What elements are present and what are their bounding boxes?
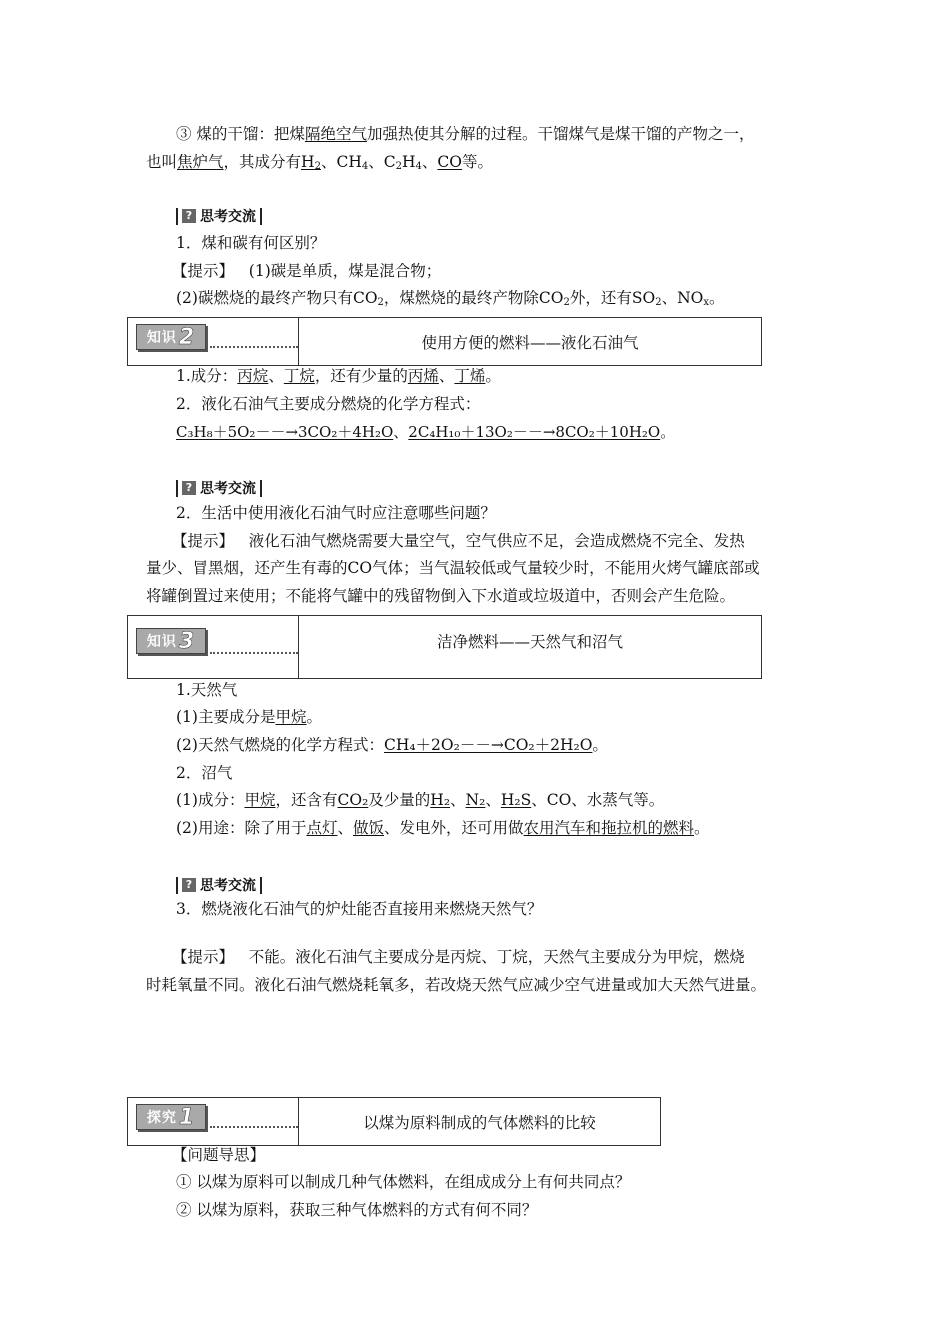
guide-label: 【问题导思】 (172, 1146, 266, 1164)
text: 加强热使其分解的过程。干馏煤气是煤干馏的产物之一， (366, 125, 755, 143)
underlined-answer: 做饭 (353, 819, 385, 837)
question-2: 2．生活中使用液化石油气时应注意哪些问题？ (176, 504, 496, 522)
text: ，还有少量的 (314, 367, 408, 385)
think-label: 思考交流 (200, 878, 256, 894)
hint-1 (172, 261, 441, 281)
underlined-answer: CO₂ (337, 791, 369, 809)
text: 等。 (461, 153, 493, 171)
text: 液化石油气燃烧需要大量空气，空气供应不足，会造成燃烧不完全、发热 (248, 532, 745, 550)
underlined-answer: H₂S (500, 791, 532, 809)
think-exchange-header-3 (176, 875, 262, 895)
divider (260, 208, 262, 225)
text: ，还含有 (275, 791, 338, 809)
subscript: 2 (563, 297, 570, 308)
dotted-line (210, 652, 298, 654)
text: 。 (592, 736, 608, 754)
underlined-answer: 丙烯 (407, 367, 439, 385)
knowledge-section-2 (127, 317, 762, 366)
hint-2-line-2: 量少、冒黑烟，还产生有毒的CO气体；当气温较低或气量较少时，不能用火烤气罐底部或 (146, 559, 760, 577)
hint-1-line-2 (176, 288, 725, 308)
text: (2)天然气燃烧的化学方程式： (176, 736, 384, 754)
lpg-equations (176, 422, 675, 442)
subscript: 2 (655, 297, 662, 308)
underlined-answer: 焦炉气 (177, 153, 224, 171)
text: 。 (485, 367, 501, 385)
question-1: 1．煤和碳有何区别？ (176, 234, 326, 252)
underlined-answer: 丁烯 (454, 367, 486, 385)
hint-2 (172, 531, 745, 551)
natural-gas-equation (176, 735, 608, 755)
badge-label: 知识 (146, 330, 177, 346)
subscript: 4 (415, 161, 422, 172)
knowledge-badge (136, 324, 206, 350)
text: 。 (306, 708, 322, 726)
text: 。 (708, 289, 725, 307)
text: 、CO、水蒸气等。 (531, 791, 665, 809)
hint-label: 【提示】 (172, 948, 235, 966)
underlined-answer: 丁烷 (283, 367, 315, 385)
think-label: 思考交流 (200, 209, 256, 225)
text: (2)碳燃烧的最终产物只有CO (176, 289, 378, 307)
explore-section-1 (127, 1097, 661, 1146)
underlined-answer: N₂ (465, 791, 486, 809)
text: 。 (694, 819, 710, 837)
think-label: 思考交流 (200, 481, 256, 497)
subscript: 2 (377, 297, 384, 308)
text: 、 (485, 791, 501, 809)
underlined-answer: 甲烷 (244, 791, 276, 809)
underlined-answer: 隔绝空气 (304, 125, 367, 143)
divider (176, 208, 178, 225)
hint-label: 【提示】 (172, 532, 235, 550)
knowledge-section-3 (127, 615, 762, 679)
question-icon: ? (182, 209, 196, 223)
text: (1)主要成分是 (176, 708, 276, 726)
dotted-line (210, 1126, 298, 1128)
chemical-equation: C₃H₈＋5O₂－－→3CO₂＋4H₂O (176, 423, 394, 441)
explore-badge (136, 1104, 206, 1130)
text: H (301, 153, 315, 171)
text: 、NO (661, 289, 704, 307)
badge-label: 知识 (146, 634, 177, 650)
text: 不能。液化石油气主要成分是丙烷、丁烷，天然气主要成分为甲烷，燃烧 (248, 948, 745, 966)
divider (260, 480, 262, 497)
text: 、 (393, 423, 409, 441)
question-icon: ? (182, 878, 196, 892)
section-title: 以煤为原料制成的气体燃料的比较 (363, 1113, 596, 1132)
text: 、发电外，还可用做 (384, 819, 524, 837)
text: 、 (450, 791, 466, 809)
biogas-heading: 2．沼气 (176, 764, 233, 782)
badge-number: 3 (178, 628, 196, 654)
divider (176, 480, 178, 497)
underlined-answer: H₂ (430, 791, 451, 809)
divider (260, 877, 262, 894)
underlined-answer: 农用汽车和拖拉机的燃料 (523, 819, 695, 837)
hint-3 (172, 947, 745, 967)
badge-number: 1 (178, 1104, 196, 1130)
text: 、 (421, 153, 438, 171)
intro-line-2 (146, 152, 493, 172)
badge-label: 探究 (146, 1110, 177, 1126)
hint-3-line-2: 时耗氧量不同。液化石油气燃烧耗氧多，若改烧天然气应减少空气进量或加大天然气进量。 (146, 976, 767, 994)
think-exchange-header-2 (176, 478, 262, 498)
text: 、C (368, 153, 396, 171)
lpg-equation-heading: 2．液化石油气主要成分燃烧的化学方程式： (176, 395, 481, 413)
natural-gas-heading: 1.天然气 (176, 681, 238, 699)
badge-number: 2 (178, 324, 196, 350)
question-3: 3．燃烧液化石油气的炉灶能否直接用来燃烧天然气？ (176, 900, 543, 918)
text: 1.成分： (176, 367, 238, 385)
text: 也叫 (146, 153, 178, 171)
text: 及少量的 (368, 791, 431, 809)
text: 、CH (320, 153, 362, 171)
text: 、 (438, 367, 455, 385)
subscript: 2 (395, 161, 402, 172)
question-icon: ? (182, 481, 196, 495)
text: (1)成分： (176, 791, 245, 809)
subscript: 2 (314, 161, 321, 172)
text: H (401, 153, 416, 171)
text: ，煤燃烧的最终产物除CO (383, 289, 564, 307)
subscript: x (703, 297, 709, 308)
text: 。 (660, 423, 676, 441)
lpg-composition (176, 366, 501, 386)
dotted-line (210, 346, 298, 348)
section-title: 使用方便的燃料——液化石油气 (421, 333, 639, 352)
underlined-answer: 点灯 (306, 819, 338, 837)
text: ，其成分有 (223, 153, 302, 171)
chemical-equation: 2C₄H₁₀＋13O₂－－→8CO₂＋10H₂O (408, 423, 661, 441)
think-exchange-header-1 (176, 206, 262, 226)
biogas-composition (176, 790, 664, 810)
text: 、 (337, 819, 353, 837)
intro-line-1 (176, 124, 754, 144)
guide-question-2: ② 以煤为原料，获取三种气体燃料的方式有何不同？ (176, 1201, 538, 1219)
underlined-answer (301, 153, 321, 171)
hint-label: 【提示】 (172, 262, 235, 280)
section-title: 洁净燃料——天然气和沼气 (436, 633, 623, 651)
text: 外，还有SO (569, 289, 656, 307)
natural-gas-main (176, 707, 322, 727)
hint-2-line-3: 将罐倒置过来使用；不能将气罐中的残留物倒入下水道或垃圾道中，否则会产生危险。 (146, 587, 736, 605)
divider (176, 877, 178, 894)
subscript: 4 (361, 161, 369, 172)
guide-question-1: ① 以煤为原料可以制成几种气体燃料，在组成成分上有何共同点？ (176, 1173, 631, 1191)
underlined-answer: 甲烷 (275, 708, 307, 726)
chemical-equation: CH₄＋2O₂－－→CO₂＋2H₂O (383, 736, 593, 754)
underlined-answer: CO (437, 153, 462, 171)
text: ③ 煤的干馏：把煤 (176, 125, 305, 143)
biogas-uses (176, 818, 710, 838)
underlined-answer: 丙烷 (237, 367, 269, 385)
text: (1)碳是单质，煤是混合物； (248, 262, 442, 280)
text: 、 (268, 367, 284, 385)
text: (2)用途：除了用于 (176, 819, 307, 837)
knowledge-badge (136, 628, 206, 654)
